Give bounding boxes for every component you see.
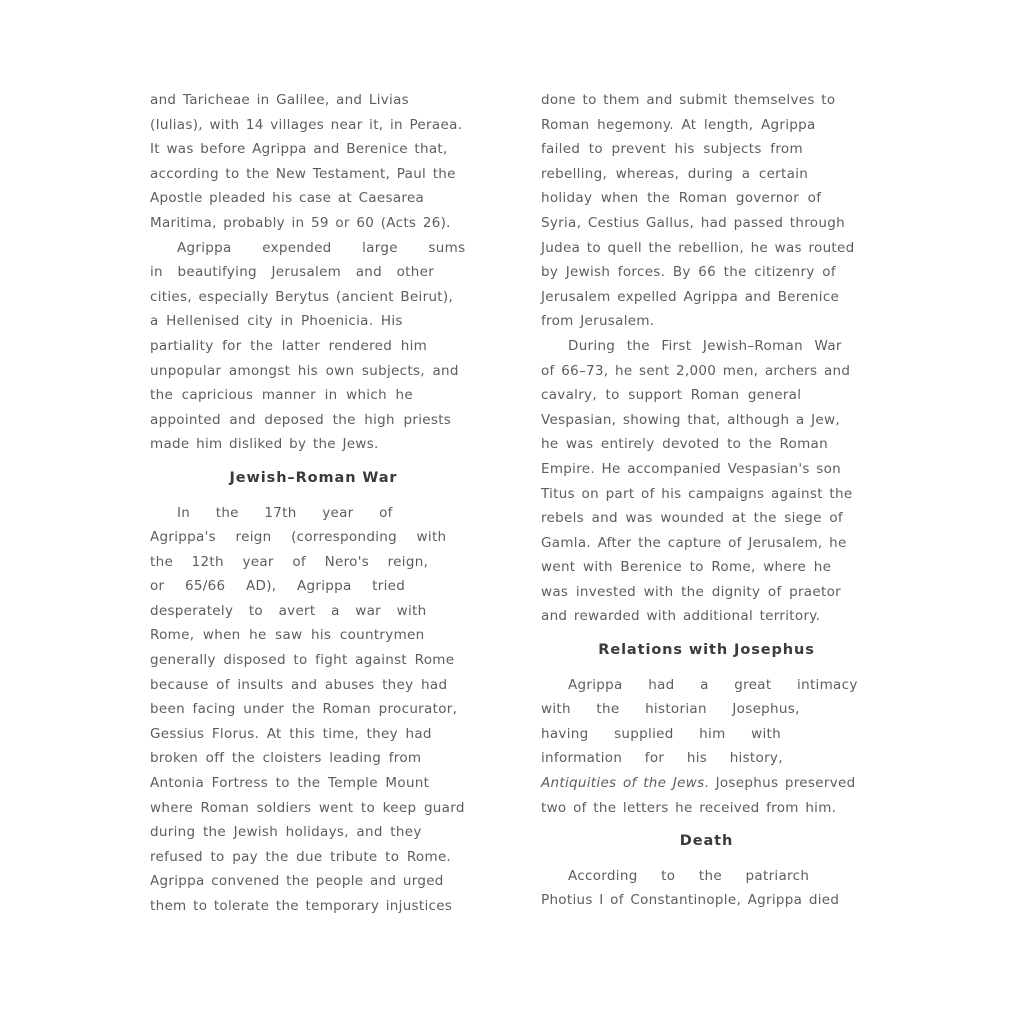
text-line	[150, 285, 477, 310]
text-line	[150, 722, 477, 747]
text-segment: went with Berenice to Rome, where he	[541, 559, 832, 576]
text-segment: According to the patriarch	[568, 867, 810, 884]
text-line	[541, 137, 872, 162]
text-line	[150, 525, 477, 550]
text-segment: Jerusalem expelled Agrippa and Berenice	[541, 288, 840, 305]
paragraph	[541, 864, 872, 913]
text-line	[150, 408, 477, 433]
text-segment: appointed and deposed the high priests	[150, 411, 452, 428]
text-segment: Judea to quell the rebellion, he was routed	[541, 239, 855, 256]
text-line	[541, 285, 872, 310]
text-segment: and Taricheae in Galilee, and Livias	[150, 92, 410, 108]
text-segment: been facing under the Roman procurator,	[150, 701, 458, 718]
text-segment: he was entirely devoted to the Roman	[541, 436, 828, 453]
text-segment: according to the New Testament, Paul the	[150, 165, 456, 182]
text-line	[541, 211, 872, 236]
text-line	[541, 746, 872, 771]
text-segment: done to them and submit themselves to	[541, 92, 836, 108]
text-segment: Maritima, probably in 59 or 60 (Acts 26).	[150, 214, 451, 231]
italic-text: Antiquities of the Jews	[541, 775, 705, 792]
text-segment: unpopular amongst his own subjects, and	[150, 362, 459, 379]
text-segment: generally disposed to fight against Rome	[150, 652, 455, 669]
text-line	[150, 309, 477, 334]
text-line	[150, 796, 477, 821]
text-line	[150, 673, 477, 698]
text-line	[541, 580, 872, 605]
text-line	[541, 506, 872, 531]
text-segment: refused to pay the due tribute to Rome.	[150, 848, 452, 865]
text-segment: partiality for the latter rendered him	[150, 337, 428, 354]
text-segment: Apostle pleaded his case at Caesarea	[150, 190, 425, 207]
text-line	[150, 383, 477, 408]
text-line	[541, 673, 872, 698]
paragraph	[150, 501, 477, 919]
text-segment: Agrippa expended large sums	[177, 239, 466, 256]
text-line	[150, 501, 477, 526]
section-heading: Death	[679, 833, 734, 850]
text-segment: holiday when the Roman governor of	[541, 190, 822, 207]
text-line	[150, 236, 477, 261]
text-line	[541, 722, 872, 747]
text-line	[541, 771, 872, 796]
text-line	[541, 309, 872, 334]
text-segment: Syria, Cestius Gallus, had passed through	[541, 214, 845, 231]
text-segment: broken off the cloisters leading from	[150, 750, 422, 767]
text-line	[150, 845, 477, 870]
text-line	[541, 531, 872, 556]
text-line	[150, 746, 477, 771]
text-segment: During the First Jewish–Roman War	[568, 337, 842, 354]
text-segment: because of insults and abuses they had	[150, 676, 448, 693]
text-segment: by Jewish forces. By 66 the citizenry of	[541, 264, 836, 281]
text-segment: of 66–73, he sent 2,000 men, archers and	[541, 362, 851, 379]
text-line	[541, 236, 872, 261]
text-line	[541, 383, 872, 408]
text-line	[150, 894, 477, 919]
text-line	[150, 820, 477, 845]
section-heading: Jewish–Roman War	[229, 469, 398, 486]
text-line	[541, 864, 872, 889]
text-segment: Rome, when he saw his countrymen	[150, 627, 425, 644]
text-segment: a Hellenised city in Phoenicia. His	[150, 313, 403, 330]
text-line	[150, 599, 477, 624]
text-line	[541, 432, 872, 457]
text-segment: Agrippa had a great intimacy	[568, 676, 858, 693]
text-line	[150, 137, 477, 162]
text-segment: and rewarded with additional territory.	[541, 608, 821, 625]
text-line	[150, 359, 477, 384]
text-segment: the capricious manner in which he	[150, 387, 413, 404]
text-line	[541, 888, 872, 913]
text-segment: It was before Agrippa and Berenice that,	[150, 141, 448, 158]
text-line	[150, 550, 477, 575]
text-segment: Antonia Fortress to the Temple Mount	[150, 775, 430, 792]
text-line	[541, 796, 872, 821]
text-segment: in beautifying Jerusalem and other	[150, 264, 435, 281]
text-segment: having supplied him with	[541, 725, 781, 742]
text-segment: Titus on part of his campaigns against the	[541, 485, 853, 502]
paragraph	[541, 334, 872, 629]
text-segment: Roman hegemony. At length, Agrippa	[541, 116, 816, 133]
text-segment: from Jerusalem.	[541, 313, 655, 330]
text-segment: Gessius Florus. At this time, they had	[150, 725, 432, 742]
text-line	[541, 186, 872, 211]
text-line	[150, 697, 477, 722]
paragraph	[541, 673, 872, 821]
text-segment: them to tolerate the temporary injustices	[150, 898, 453, 914]
text-line	[150, 869, 477, 894]
text-segment: the 12th year of Nero's reign,	[150, 553, 429, 570]
text-line	[150, 623, 477, 648]
text-segment: cities, especially Berytus (ancient Beirut),	[150, 288, 454, 305]
article-column-left	[150, 88, 477, 919]
text-segment: rebels and was wounded at the siege of	[541, 510, 843, 527]
text-line	[150, 432, 477, 457]
text-line	[150, 574, 477, 599]
text-line	[541, 162, 872, 187]
text-segment: Photius I of Constantinople, Agrippa died	[541, 892, 840, 909]
text-segment: In the 17th year of	[177, 504, 393, 521]
text-segment: Vespasian, showing that, although a Jew,	[541, 411, 840, 428]
text-line	[150, 186, 477, 211]
text-line	[541, 408, 872, 433]
text-segment: made him disliked by the Jews.	[150, 436, 379, 453]
text-segment: or 65/66 AD), Agrippa tried	[150, 578, 406, 595]
text-segment: Gamla. After the capture of Jerusalem, he	[541, 534, 847, 551]
text-segment: Agrippa's reign (corresponding with	[150, 529, 447, 546]
text-line	[541, 604, 872, 629]
text-segment: during the Jewish holidays, and they	[150, 824, 422, 841]
text-line	[541, 359, 872, 384]
text-segment: Empire. He accompanied Vespasian's son	[541, 460, 841, 477]
paragraph	[150, 236, 477, 457]
text-line	[150, 88, 477, 113]
text-segment: information for his history,	[541, 750, 783, 767]
text-segment: with the historian Josephus,	[541, 701, 800, 718]
text-segment: cavalry, to support Roman general	[541, 387, 802, 404]
section-heading: Relations with Josephus	[598, 642, 815, 659]
text-line	[541, 113, 872, 138]
text-line	[150, 334, 477, 359]
text-segment: two of the letters he received from him.	[541, 799, 837, 816]
text-line	[541, 482, 872, 507]
text-line	[541, 697, 872, 722]
text-line	[541, 260, 872, 285]
text-line	[150, 162, 477, 187]
text-line	[150, 113, 477, 138]
text-segment: was invested with the dignity of praetor	[541, 583, 841, 600]
text-segment: (Iulias), with 14 villages near it, in Peraea.	[150, 116, 463, 133]
text-line	[150, 648, 477, 673]
text-line	[541, 88, 872, 113]
text-segment: desperately to avert a war with	[150, 602, 427, 619]
article-column-right	[541, 88, 872, 913]
text-line	[150, 260, 477, 285]
text-segment: . Josephus preserved	[704, 775, 856, 792]
text-segment: rebelling, whereas, during a certain	[541, 165, 809, 182]
text-segment: failed to prevent his subjects from	[541, 141, 803, 158]
text-line	[150, 771, 477, 796]
paragraph	[150, 88, 477, 236]
text-line	[541, 457, 872, 482]
text-line	[541, 555, 872, 580]
text-line	[541, 334, 872, 359]
text-segment: Agrippa convened the people and urged	[150, 873, 444, 890]
paragraph	[541, 88, 872, 334]
text-segment: where Roman soldiers went to keep guard	[150, 799, 465, 816]
text-line	[150, 211, 477, 236]
